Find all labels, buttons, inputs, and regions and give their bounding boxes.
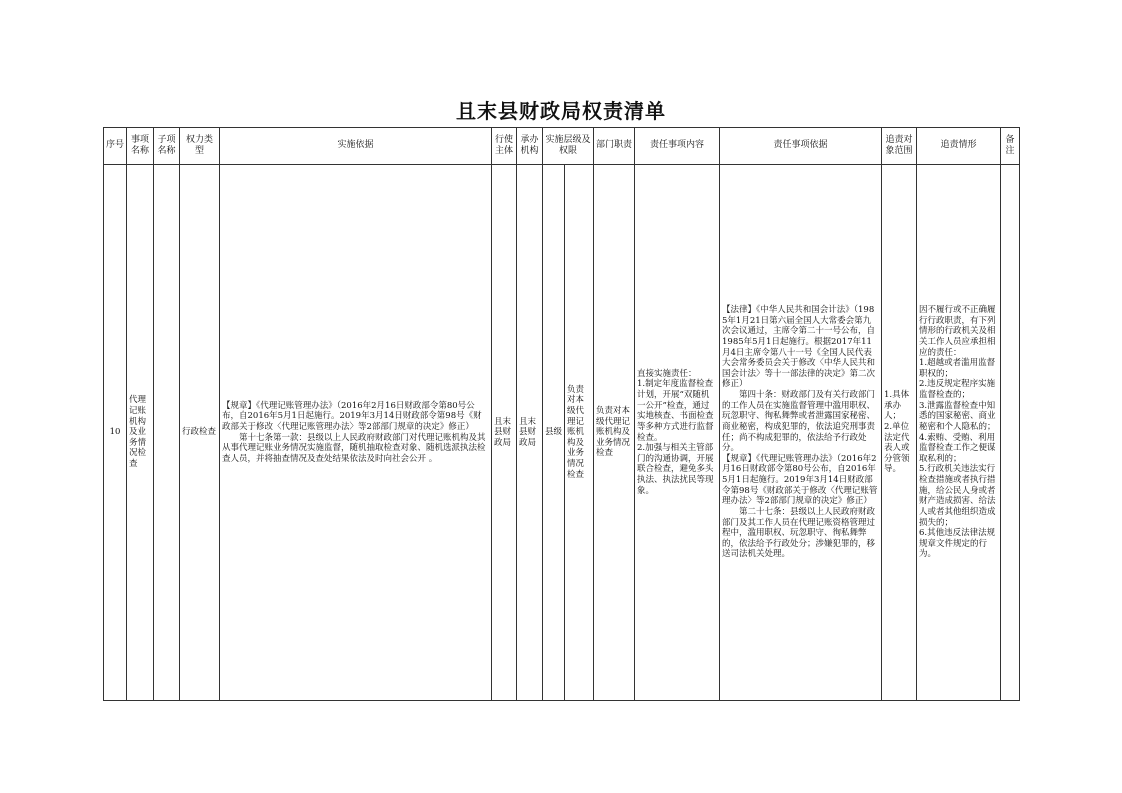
cell-org: 且末县财政局 (517, 165, 543, 701)
cell-sub-item (154, 165, 180, 701)
cell-dept-duty: 负责对本级代理记账机构及业务情况检查 (594, 165, 635, 701)
cell-resp-content: 直接实施责任： 1.制定年度监督检查计划，开展“双随机一公开”检查，通过实地核查、书面检查等多种方式进行监督检查。 2.加强与相关主管部门的沟通协调，开展联合检查，避免多头执法、执法扰民等现象。 (635, 165, 720, 701)
table-header-row (104, 128, 1020, 165)
cell-basis: 【规章】《代理记账管理办法》（2016年2月16日财政部令第80号公布，自2016年5月1日起施行。2019年3月14日财政部令第98号《财政部关于修改〈代理记账管理办法〉等2部部门规章的决定》修正） 第十七条第一款：县级以上人民政府财政部门对代理记账机构及其从事代理记账业务情况实施监督，随机抽取检查对象、随机选派执法检查人员，并将抽查情况及查处结果依法及时向社会公开 。 (220, 165, 492, 701)
header-scope: 追责对象范围 (882, 128, 917, 165)
cell-level: 县级 (543, 165, 565, 701)
header-item-name: 事项名称 (127, 128, 154, 165)
header-resp-basis: 责任事项依据 (720, 128, 882, 165)
header-power-type: 权力类型 (180, 128, 220, 165)
header-resp-content: 责任事项内容 (635, 128, 720, 165)
cell-item-name: 代理记账机构及业务情况检查 (127, 165, 154, 701)
cell-seq: 10 (104, 165, 127, 701)
page-title: 且末县财政局权责清单 (456, 99, 666, 123)
responsibility-table (103, 127, 1020, 701)
table-row (104, 165, 1020, 701)
cell-scope: 1.具体承办人； 2.单位法定代表人或分管领导。 (882, 165, 917, 701)
header-basis: 实施依据 (220, 128, 492, 165)
header-situation: 追责情形 (917, 128, 1001, 165)
header-level: 实施层级及权限 (543, 128, 594, 165)
header-remark: 备注 (1001, 128, 1020, 165)
header-dept-duty: 部门职责 (594, 128, 635, 165)
cell-resp-basis: 【法律】《中华人民共和国会计法》（1985年1月21日第六届全国人大常委会第九次会议通过，主席令第二十一号公布，自1985年5月1日起施行。根据2017年11月4日主席令第八十一号《全国人民代表大会常务委员会关于修改〈中华人民共和国会计法〉等十一部法律的决定》第二次修正） 第四十条：财政部门及有关行政部门的工作人员在实施监督管理中滥用职权、玩忽职守、徇私舞弊或者泄露国家秘密、商业秘密，构成犯罪的，依法追究刑事责任；尚不构成犯罪的，依法给予行政处分。 【规章】《代理记账管理办法》（2016年2月16日财政部令第80号公布，自2016年5月1日起施行。2019年3月14日财政部令第98号《财政部关于修改〈代理记账管理办法〉等2部部门规章的决定》修正） 第二十七条：县级以上人民政府财政部门及其工作人员在代理记账资格管理过程中，滥用职权、玩忽职守、徇私舞弊的，依法给予行政处分；涉嫌犯罪的，移送司法机关处理。 (720, 165, 882, 701)
header-sub-item: 子项名称 (154, 128, 180, 165)
cell-power-type: 行政检查 (180, 165, 220, 701)
header-org: 承办机构 (517, 128, 543, 165)
cell-remark (1001, 165, 1020, 701)
cell-authority: 负责对本级代理记账机构及业务情况检查 (565, 165, 594, 701)
cell-subject: 且末县财政局 (492, 165, 517, 701)
cell-situation: 因不履行或不正确履行行政职责，有下列情形的行政机关及相关工作人员应承担相应的责任： 1.超越或者滥用监督职权的； 2.违反规定程序实施监督检查的； 3.泄露监督检查中知悉的国家秘密、商业秘密和个人隐私的； 4.索贿、受贿、利用监督检查工作之便谋取私利的； 5.行政机关违法实行检查措施或者执行措施，给公民人身或者财产造成损害、给法人或者其他组织造成损失的； 6.其他违反法律法规规章文件规定的行为。 (917, 165, 1001, 701)
header-subject: 行使主体 (492, 128, 517, 165)
header-seq: 序号 (104, 128, 127, 165)
